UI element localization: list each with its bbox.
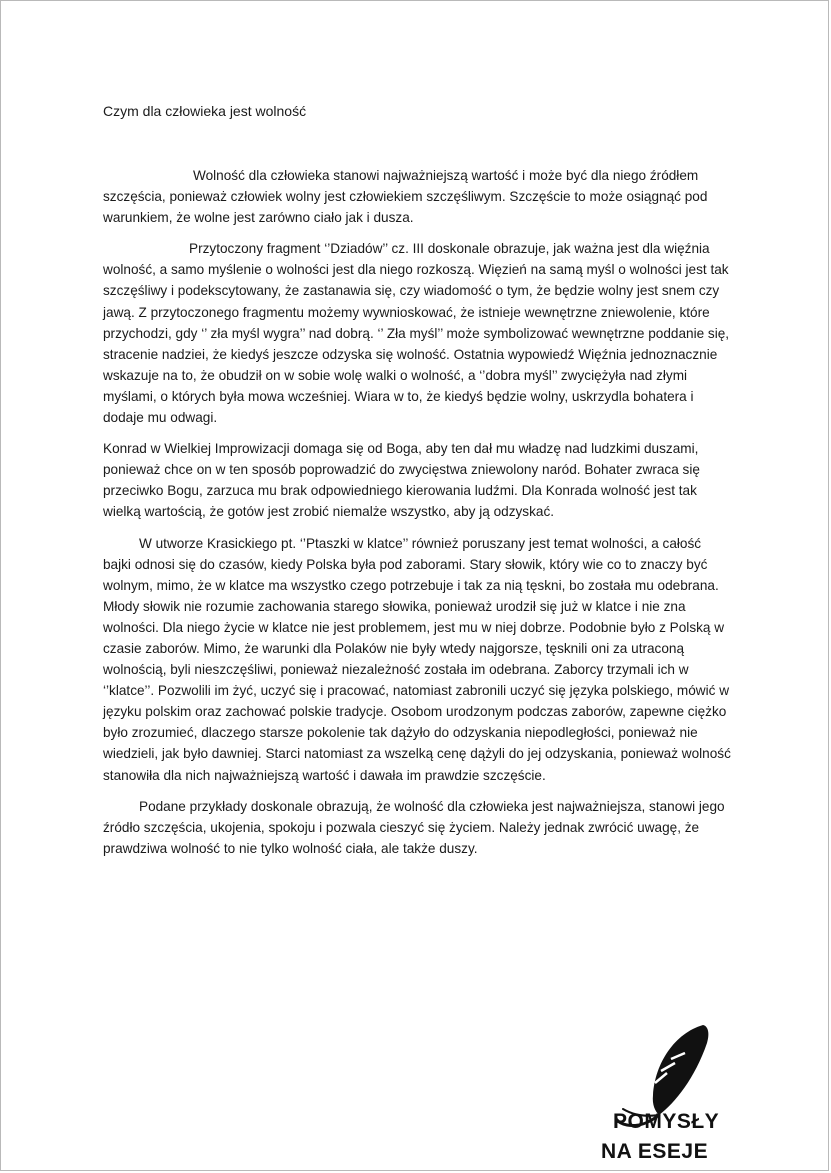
logo-text-line2: NA ESEJE [601,1140,709,1163]
brand-logo [595,1023,745,1168]
essay-body [103,165,731,869]
paragraph-3: Konrad w Wielkiej Improwizacji domaga się od Boga, aby ten dał mu władzę nad ludzkimi duszami, ponieważ chce on w ten sposób poprowadzić do zwycięstwa zniewolony naród. Bohater zwraca się przeciwko Bogu, zarzuca mu brak odpowiedniego kierowania ludźmi. Dla Konrada wolność jest tak wielką wartością, że gotów jest zrobić niemalże wszystko, aby ją odzyskać. [103,441,700,520]
paragraph-2: Przytoczony fragment ‘’Dziadów’’ cz. III doskonale obrazuje, jak ważna jest dla więźnia wolność, a samo myślenie o wolności jest dla niego rozkoszą. Więzień na samą myśl o wolności jest tak szczęśliwy i podekscytowany, że zastanawia się, czy wiadomość o tym, że będzie wolny jest snem czy jawą. Z przytoczonego fragmentu możemy wywnioskować, że istnieje wewnętrzne zniewolenie, które przychodzi, gdy ‘’ zła myśl wygra’’ nad dobrą. ‘’ Zła myśl’’ może symbolizować wewnętrzne poddanie się, stracenie nadziei, że kiedyś jeszcze odzyska się wolność. Ostatnia wypowiedź Więźnia jednoznacznie wskazuje na to, że obudził on w sobie wolę walki o wolność, a ‘’dobra myśl’’ zwyciężyła nad złymi myślami, o których była mowa wcześniej. Wiara w to, że kiedyś będzie wolny, uskrzydla bohatera i dodaje mu odwagi. [103,241,730,426]
paragraph-1: Wolność dla człowieka stanowi najważniejszą wartość i może być dla niego źródłem szczęścia, ponieważ człowiek wolny jest człowiekiem szczęśliwym. Szczęście to może osiągnąć pod warunkiem, że wolne jest zarówno ciało jak i dusza. [103,168,708,226]
page-title: Czym dla człowieka jest wolność [103,103,307,119]
logo-text-line1: POMYSŁY [613,1110,720,1133]
paragraph-5: Podane przykłady doskonale obrazują, że wolność dla człowieka jest najważniejsza, stanowi jego źródło szczęścia, ukojenia, spokoju i pozwala cieszyć się życiem. Należy jednak zwrócić uwagę, że prawdziwa wolność to nie tylko wolność ciała, ale także duszy. [103,798,725,856]
paragraph-4: W utworze Krasickiego pt. ‘’Ptaszki w klatce’’ również poruszany jest temat wolności, a całość bajki odnosi się do czasów, kiedy Polska była pod zaborami. Stary słowik, który wie co to znaczy być wolnym, mimo, że w klatce ma wszystko czego potrzebuje i tak za nią tęskni, bo została mu odebrana. Młody słowik nie rozumie zachowania starego słowika, ponieważ urodził się już w klatce i nie zna wolności. Dla niego życie w klatce nie jest problemem, jest mu w niej dobrze. Podobnie było z Polską w czasie zaborów. Mimo, że warunki dla Polaków nie były wtedy najgorsze, tęsknili oni za utraconą wolnością, byli nieszczęśliwi, ponieważ niezależność została im odebrana. Zaborcy trzymali ich w ‘’klatce’’. Pozwolili im żyć, uczyć się i pracować, natomiast zabronili uczyć się języka polskiego, mówić w języku polskim oraz zachować polskie tradycje. Osobom urodzonym podczas zaborów, zapewne ciężko było zrozumieć, dlaczego starsze pokolenie tak dążyło do odzyskania niepodległości, ponieważ nie wiedzieli, jak było dawniej. Starci natomiast za wszelką cenę dążyli do jej odzyskania, ponieważ wolność stanowiła dla nich najważniejszą wartość i dawała im prawdzie szczęście. [103,535,731,783]
